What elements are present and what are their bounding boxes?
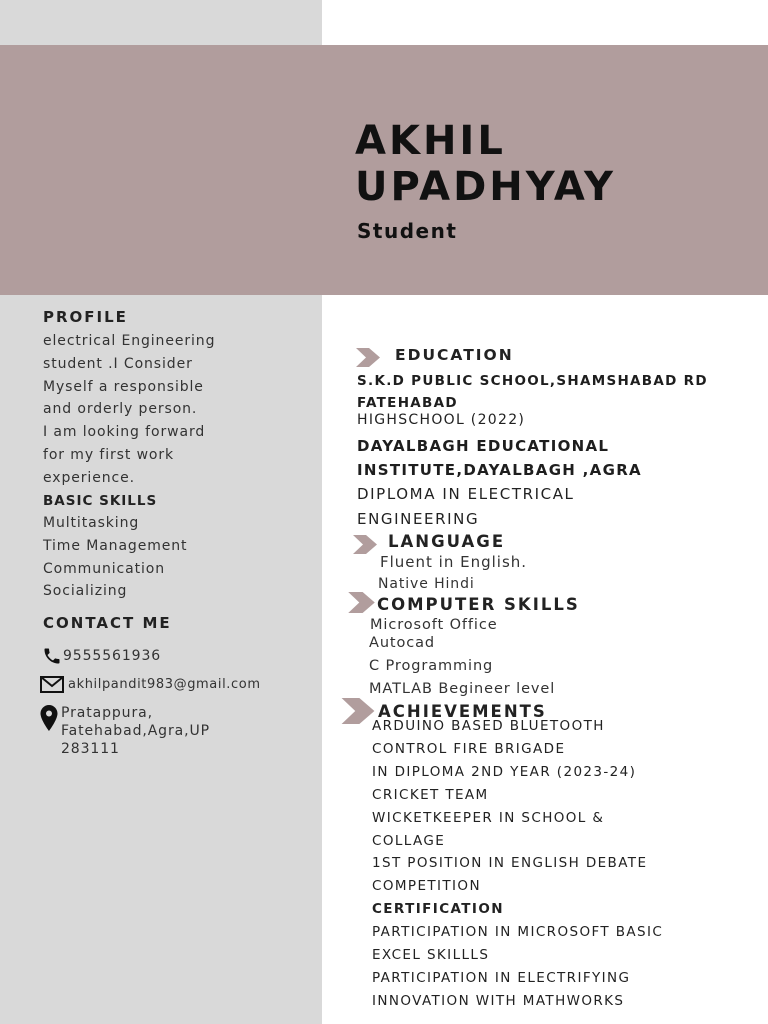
profile-line: for my first work [43,446,175,463]
skill-item: Communication [43,560,166,577]
location-pin-icon [39,704,59,732]
achievement-line: CRICKET TEAM [372,786,489,803]
computer-skill-item: MATLAB Begineer level [369,681,556,697]
language-heading: LANGUAGE [388,532,506,551]
address-line: 283111 [61,741,120,757]
candidate-name [355,118,616,210]
contact-heading: CONTACT ME [43,614,172,632]
skill-item: Socializing [43,583,128,600]
school-level: HIGHSCHOOL (2022) [357,412,526,428]
skill-item: Time Management [43,537,188,554]
certification-line: PARTICIPATION IN MICROSOFT BASIC [372,924,664,941]
language-item: Fluent in English. [380,553,528,571]
certification-heading: CERTIFICATION [372,901,504,918]
profile-line: I am looking forward [43,424,206,441]
achievement-line: COMPETITION [372,878,481,895]
profile-line: student .I Consider [43,355,193,372]
course-name [357,482,575,532]
address-text [61,704,210,758]
computer-skills-heading: COMPUTER SKILLS [377,595,580,614]
institute-line: INSTITUTE,DAYALBAGH ,AGRA [357,461,642,479]
mail-icon [40,676,64,693]
certification-line: EXCEL SKILLLS [372,947,490,964]
contact-address [39,704,210,758]
achievements-list [372,715,663,1013]
certification-line: PARTICIPATION IN ELECTRIFYING [372,969,631,986]
computer-skill-item: Microsoft Office [370,617,498,633]
institute-name [357,434,642,482]
education-arrow-icon [356,348,380,367]
profile-line: experience. [43,469,135,486]
certification-line: INNOVATION WITH MATHWORKS [372,992,625,1009]
address-line: Pratappura, [61,705,153,721]
contact-email [40,676,261,693]
education-heading: EDUCATION [395,346,514,364]
basic-skills-heading: BASIC SKILLS [43,493,158,509]
school-name [357,370,708,414]
address-line: Fatehabad,Agra,UP [61,723,210,739]
school-line: FATEHABAD [357,395,458,411]
achievement-line: CONTROL FIRE BRIGADE [372,740,566,757]
profile-line: and orderly person. [43,401,198,418]
candidate-role: Student [357,219,458,243]
name-line-2: UPADHYAY [355,164,616,210]
computer-skill-item: Autocad [369,635,436,651]
achievement-line: COLLAGE [372,832,446,849]
achievement-line: ARDUINO BASED BLUETOOTH [372,718,605,734]
profile-line: Myself a responsible [43,378,204,395]
institute-line: DAYALBAGH EDUCATIONAL [357,437,610,455]
profile-text [43,330,215,490]
contact-phone [42,646,161,666]
school-line: S.K.D PUBLIC SCHOOL,SHAMSHABAD RD [357,373,708,389]
profile-heading: PROFILE [43,308,128,326]
phone-icon [42,646,62,666]
achievement-line: WICKETKEEPER IN SCHOOL & [372,809,605,826]
computer-skills-arrow-icon [348,592,375,613]
language-arrow-icon [353,535,377,554]
phone-number[interactable]: 9555561936 [63,648,162,664]
profile-line: electrical Engineering [43,333,216,349]
course-line: DIPLOMA IN ELECTRICAL [357,485,575,503]
skill-item: Multitasking [43,515,140,531]
achievements-heading: ACHIEVEMENTS [378,702,547,721]
language-item: Native Hindi [378,576,475,592]
achievement-line: 1ST POSITION IN ENGLISH DEBATE [372,855,648,872]
achievements-arrow-icon [341,698,375,724]
achievement-line: IN DIPLOMA 2ND YEAR (2023-24) [372,763,637,780]
email-address[interactable]: akhilpandit983@gmail.com [68,677,261,692]
basic-skills-list [43,512,187,603]
course-line: ENGINEERING [357,510,480,528]
name-line-1: AKHIL [355,118,506,164]
computer-skill-item: C Programming [369,658,494,674]
